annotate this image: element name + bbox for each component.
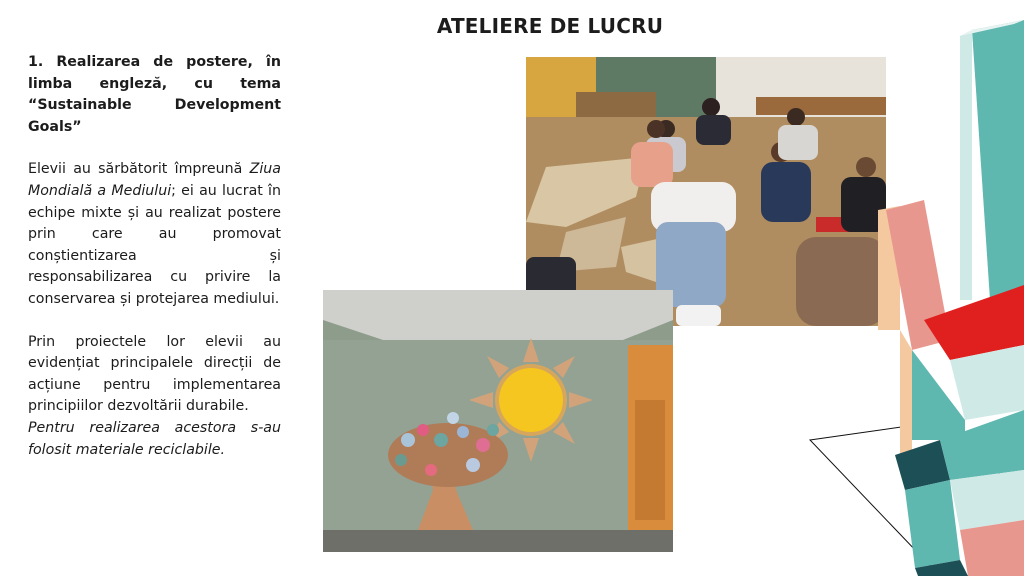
- paragraph-text: ; ei au lucrat în echipe mixte și au realizat postere prin care au promovat conștientizarea și responsabilizarea cu privire la conservarea și protejarea mediului.: [28, 182, 281, 307]
- paragraph-projects: Prin proiectele lor elevii au evidențiat principalele direcții de acțiune pentru implementarea principiilor dezvoltării durabile.: [28, 333, 281, 415]
- text-column: [28, 52, 281, 461]
- tree-sun-wall-photo: [323, 290, 673, 552]
- recycled-materials-note: Pentru realizarea acestora s-au folosit materiale reciclabile.: [28, 419, 281, 458]
- decorative-geometric-shapes: [800, 0, 1024, 576]
- paragraph-world-environment-day: [28, 159, 281, 310]
- paragraph-emphasis: Ziua Mondială a Mediului: [28, 161, 281, 199]
- slide-title: ATELIERE DE LUCRU: [436, 14, 664, 38]
- paragraph-text: Elevii au sărbătorit împreună: [28, 161, 250, 178]
- section-heading: 1. Realizarea de postere, în limba engleză, cu tema “Sustainable Development Goals”: [28, 54, 281, 135]
